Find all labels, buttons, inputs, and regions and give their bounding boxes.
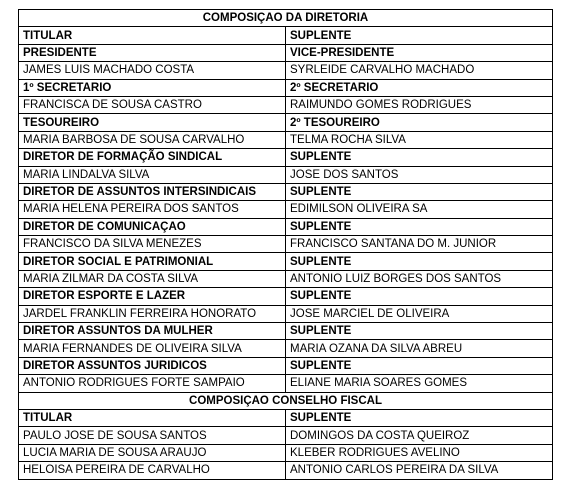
- diretoria-name-row: [19, 375, 553, 392]
- conselho-fiscal-suplente-name: KLEBER RODRIGUES AVELINO: [286, 444, 553, 461]
- diretoria-header-suplente: SUPLENTE: [286, 27, 553, 44]
- diretoria-title: COMPOSIÇAO DA DIRETORIA: [19, 10, 553, 27]
- diretoria-titular-name: MARIA LINDALVA SILVA: [19, 166, 286, 183]
- diretoria-title-row: [19, 10, 553, 27]
- diretoria-role-suplente: SUPLENTE: [286, 218, 553, 235]
- diretoria-name-row: [19, 270, 553, 287]
- diretoria-name-row: [19, 236, 553, 253]
- diretoria-titular-name: FRANCISCO DA SILVA MENEZES: [19, 236, 286, 253]
- diretoria-name-row: [19, 305, 553, 322]
- diretoria-role-row: [19, 218, 553, 235]
- diretoria-titular-name: MARIA BARBOSA DE SOUSA CARVALHO: [19, 131, 286, 148]
- diretoria-titular-name: FRANCISCA DE SOUSA CASTRO: [19, 96, 286, 113]
- diretoria-role-row: [19, 44, 553, 61]
- diretoria-role-titular: DIRETOR SOCIAL E PATRIMONIAL: [19, 253, 286, 270]
- diretoria-header-row: [19, 27, 553, 44]
- diretoria-role-suplente: 2º SECRETARIO: [286, 79, 553, 96]
- diretoria-name-row: [19, 131, 553, 148]
- diretoria-role-suplente: SUPLENTE: [286, 288, 553, 305]
- diretoria-titular-name: MARIA FERNANDES DE OLIVEIRA SILVA: [19, 340, 286, 357]
- conselho-fiscal-header-suplente: SUPLENTE: [286, 409, 553, 426]
- diretoria-role-row: [19, 114, 553, 131]
- diretoria-suplente-name: JOSE MARCIEL DE OLIVEIRA: [286, 305, 553, 322]
- diretoria-role-row: [19, 253, 553, 270]
- diretoria-suplente-name: ANTONIO LUIZ BORGES DOS SANTOS: [286, 270, 553, 287]
- diretoria-role-titular: DIRETOR ASSUNTOS DA MULHER: [19, 323, 286, 340]
- diretoria-role-row: [19, 357, 553, 374]
- conselho-fiscal-suplente-name: DOMINGOS DA COSTA QUEIROZ: [286, 427, 553, 444]
- composition-table: [18, 9, 553, 480]
- composition-table-body: [19, 10, 553, 480]
- conselho-fiscal-titular-name: HELOISA PEREIRA DE CARVALHO: [19, 462, 286, 479]
- conselho-fiscal-header-row: [19, 409, 553, 426]
- diretoria-titular-name: JARDEL FRANKLIN FERREIRA HONORATO: [19, 305, 286, 322]
- diretoria-role-titular: 1º SECRETARIO: [19, 79, 286, 96]
- diretoria-suplente-name: JOSE DOS SANTOS: [286, 166, 553, 183]
- diretoria-name-row: [19, 96, 553, 113]
- diretoria-name-row: [19, 201, 553, 218]
- diretoria-role-titular: DIRETOR ESPORTE E LAZER: [19, 288, 286, 305]
- diretoria-role-row: [19, 149, 553, 166]
- diretoria-suplente-name: TELMA ROCHA SILVA: [286, 131, 553, 148]
- diretoria-role-suplente: 2º TESOUREIRO: [286, 114, 553, 131]
- conselho-fiscal-name-row: [19, 427, 553, 444]
- diretoria-name-row: [19, 62, 553, 79]
- conselho-fiscal-name-row: [19, 462, 553, 479]
- diretoria-suplente-name: FRANCISCO SANTANA DO M. JUNIOR: [286, 236, 553, 253]
- conselho-fiscal-titular-name: LUCIA MARIA DE SOUSA ARAUJO: [19, 444, 286, 461]
- diretoria-role-suplente: SUPLENTE: [286, 323, 553, 340]
- diretoria-suplente-name: EDIMILSON OLIVEIRA SA: [286, 201, 553, 218]
- diretoria-role-row: [19, 288, 553, 305]
- diretoria-role-titular: TESOUREIRO: [19, 114, 286, 131]
- diretoria-role-suplente: SUPLENTE: [286, 253, 553, 270]
- diretoria-name-row: [19, 340, 553, 357]
- conselho-fiscal-name-row: [19, 444, 553, 461]
- conselho-fiscal-suplente-name: ANTONIO CARLOS PEREIRA DA SILVA: [286, 462, 553, 479]
- diretoria-suplente-name: MARIA OZANA DA SILVA ABREU: [286, 340, 553, 357]
- conselho-fiscal-title-row: [19, 392, 553, 409]
- diretoria-role-row: [19, 183, 553, 200]
- diretoria-suplente-name: ELIANE MARIA SOARES GOMES: [286, 375, 553, 392]
- conselho-fiscal-header-titular: TITULAR: [19, 409, 286, 426]
- diretoria-role-row: [19, 79, 553, 96]
- diretoria-suplente-name: SYRLEIDE CARVALHO MACHADO: [286, 62, 553, 79]
- diretoria-header-titular: TITULAR: [19, 27, 286, 44]
- diretoria-titular-name: MARIA HELENA PEREIRA DOS SANTOS: [19, 201, 286, 218]
- diretoria-role-suplente: SUPLENTE: [286, 357, 553, 374]
- diretoria-role-titular: DIRETOR ASSUNTOS JURIDICOS: [19, 357, 286, 374]
- diretoria-titular-name: ANTONIO RODRIGUES FORTE SAMPAIO: [19, 375, 286, 392]
- diretoria-suplente-name: RAIMUNDO GOMES RODRIGUES: [286, 96, 553, 113]
- diretoria-titular-name: JAMES LUIS MACHADO COSTA: [19, 62, 286, 79]
- conselho-fiscal-title: COMPOSIÇAO CONSELHO FISCAL: [19, 392, 553, 409]
- diretoria-role-suplente: SUPLENTE: [286, 183, 553, 200]
- diretoria-titular-name: MARIA ZILMAR DA COSTA SILVA: [19, 270, 286, 287]
- conselho-fiscal-titular-name: PAULO JOSE DE SOUSA SANTOS: [19, 427, 286, 444]
- diretoria-role-titular: DIRETOR DE ASSUNTOS INTERSINDICAIS: [19, 183, 286, 200]
- diretoria-role-titular: PRESIDENTE: [19, 44, 286, 61]
- diretoria-name-row: [19, 166, 553, 183]
- diretoria-role-titular: DIRETOR DE FORMAÇÃO SINDICAL: [19, 149, 286, 166]
- diretoria-role-suplente: SUPLENTE: [286, 149, 553, 166]
- diretoria-role-titular: DIRETOR DE COMUNICAÇAO: [19, 218, 286, 235]
- diretoria-role-row: [19, 323, 553, 340]
- diretoria-role-suplente: VICE-PRESIDENTE: [286, 44, 553, 61]
